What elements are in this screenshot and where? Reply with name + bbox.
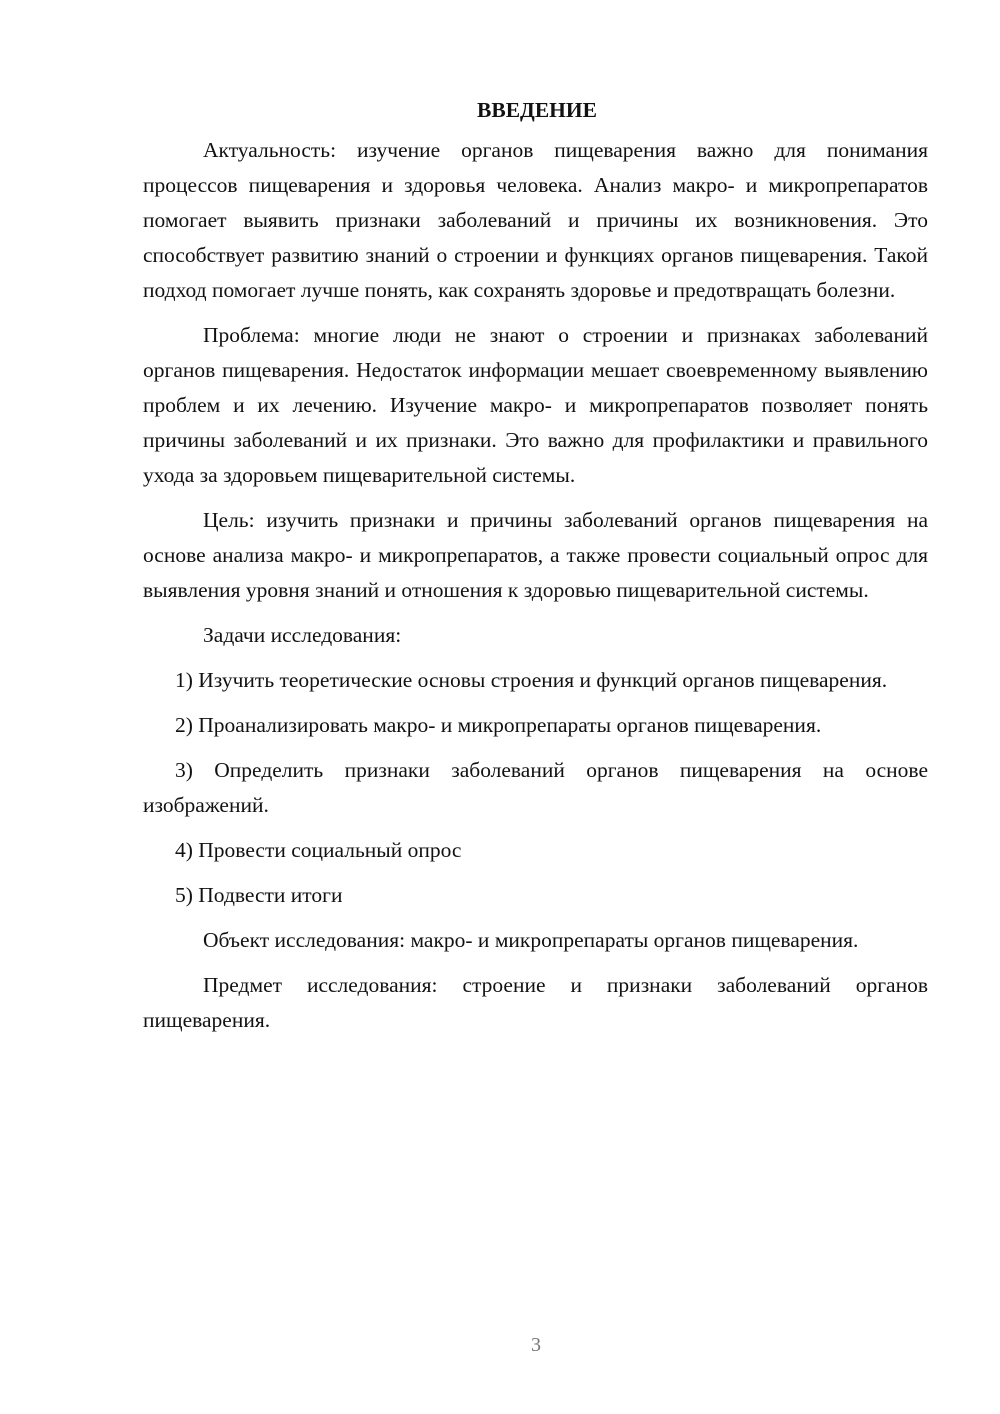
relevance-paragraph: Актуальность: изучение органов пищеварения важно для понимания процессов пищеварения и здоровья человека. Анализ макро- и микропрепаратов помогает выявить признаки заболеваний и причины их возникновения. Это способствует развитию знаний о строении и функциях органов пищеварения. Такой подход помогает лучше понять, как сохранять здоровье и предотвращать болезни. xyxy=(143,138,928,302)
goal-paragraph: Цель: изучить признаки и причины заболеваний органов пищеварения на основе анализа макро- и микропрепаратов, а также провести социальный опрос для выявления уровня знаний и отношения к здоровью пищеварительной системы. xyxy=(143,508,928,602)
page-number: 3 xyxy=(531,1334,541,1356)
task-item: 4) Провести социальный опрос xyxy=(175,838,462,862)
task-item: 2) Проанализировать макро- и микропрепараты органов пищеварения. xyxy=(175,713,822,737)
task-item: 1) Изучить теоретические основы строения и функций органов пищеварения. xyxy=(175,668,888,692)
task-item: 5) Подвести итоги xyxy=(175,883,343,907)
object-paragraph: Объект исследования: макро- и микропрепараты органов пищеварения. xyxy=(203,928,859,952)
page-title: ВВЕДЕНИЕ xyxy=(477,98,597,122)
task-item: 3) Определить признаки заболеваний органов пищеварения на основе изображений. xyxy=(143,758,928,817)
problem-paragraph: Проблема: многие люди не знают о строении и признаках заболеваний органов пищеварения. Недостаток информации мешает своевременному выявлению проблем и их лечению. Изучение макро- и микропрепаратов позволяет понять причины заболеваний и их признаки. Это важно для профилактики и правильного ухода за здоровьем пищеварительной системы. xyxy=(143,323,928,487)
page-content xyxy=(143,93,928,1048)
tasks-heading: Задачи исследования: xyxy=(203,623,402,647)
subject-paragraph: Предмет исследования: строение и признаки заболеваний органов пищеварения. xyxy=(143,973,928,1032)
